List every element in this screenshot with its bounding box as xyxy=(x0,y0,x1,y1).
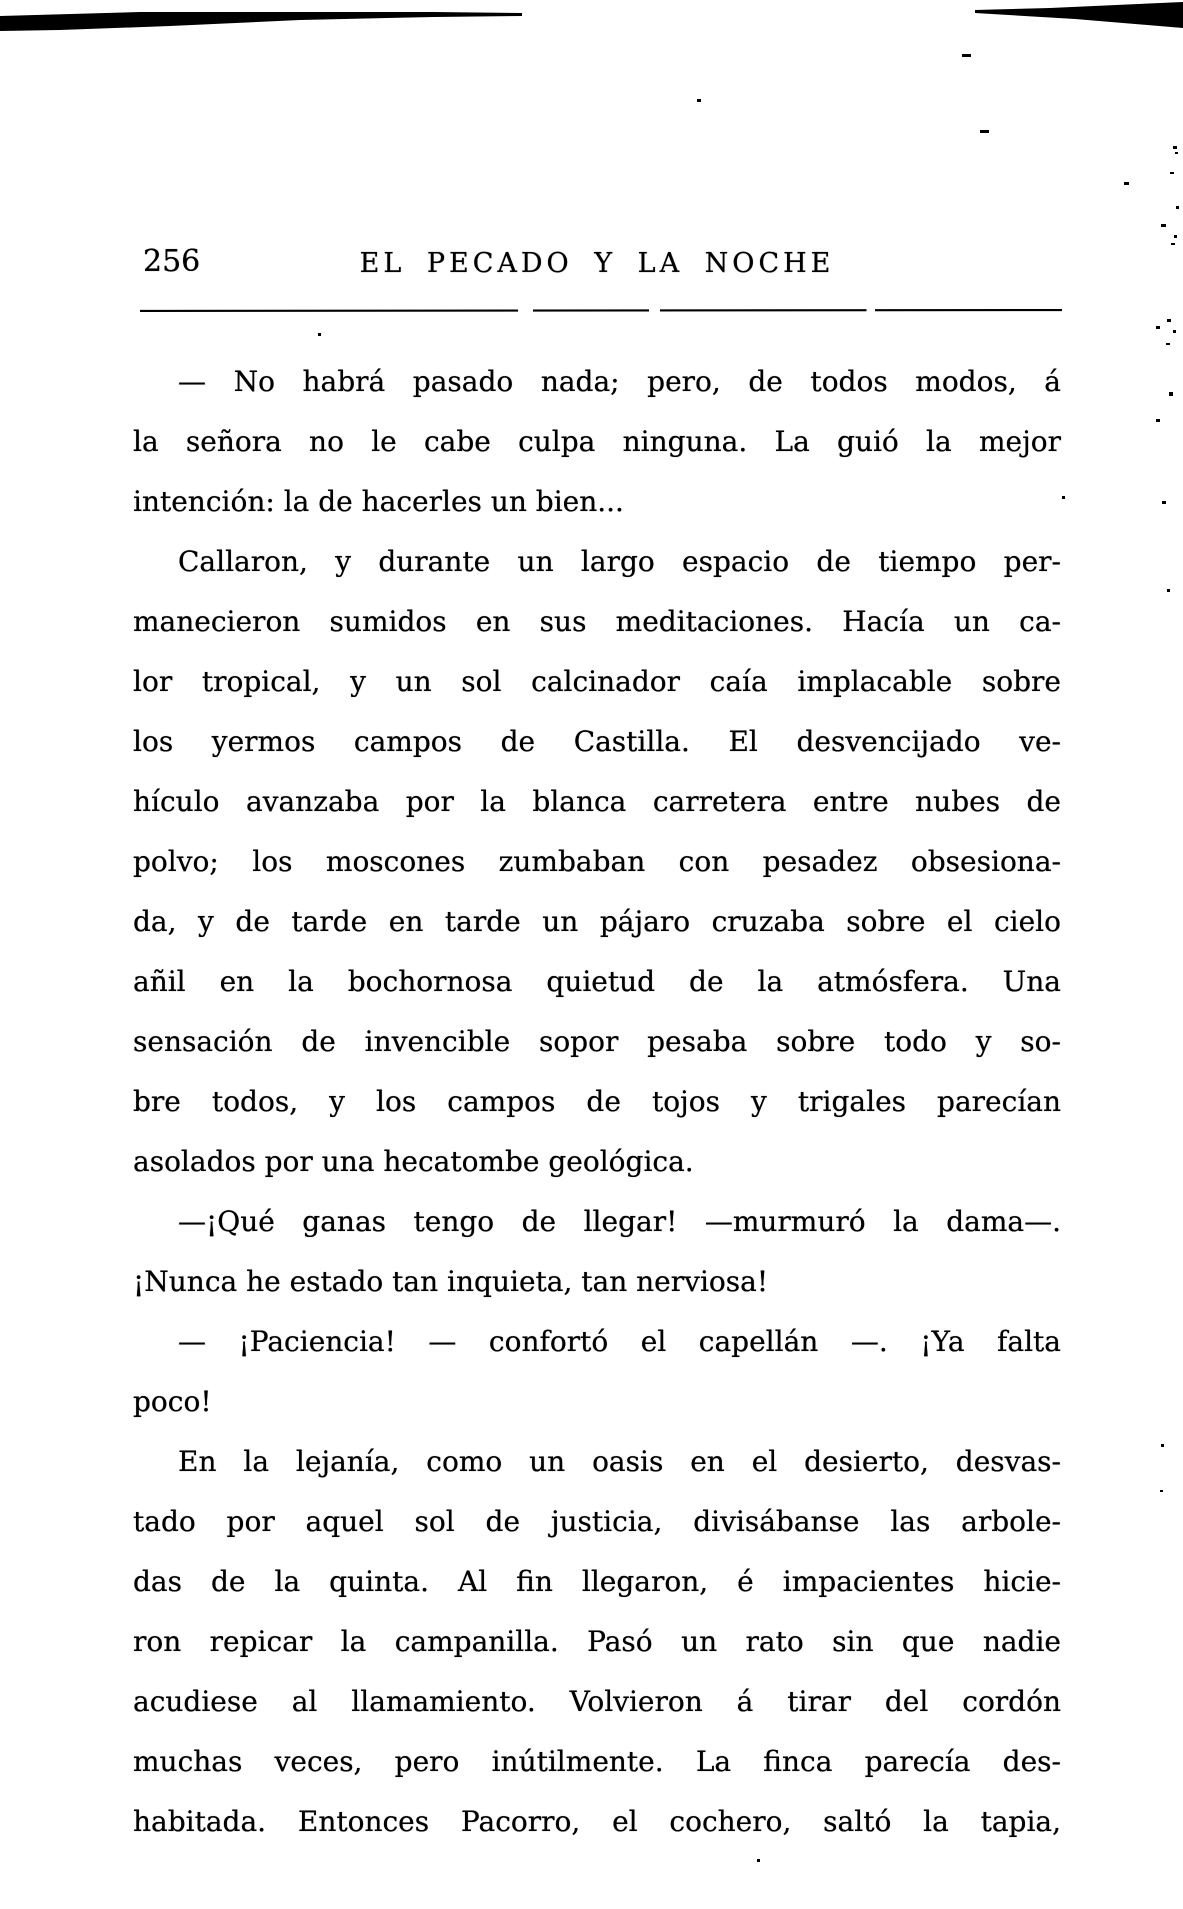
text-line: hículo avanzaba por la blanca carretera entre nubes de xyxy=(133,785,1061,818)
text-line: bre todos, y los campos de tojos y trigales parecían xyxy=(133,1085,1061,1118)
scan-smudge-top-left xyxy=(0,12,522,31)
text-line: ¡Nunca he estado tan inquieta, tan nerviosa! xyxy=(133,1265,769,1298)
text-line: asolados por una hecatombe geológica. xyxy=(133,1145,694,1178)
text-line: la señora no le cabe culpa ninguna. La guió la mejor xyxy=(133,425,1061,458)
text-line: —¡Qué ganas tengo de llegar! —murmuró la dama—. xyxy=(178,1205,1061,1238)
text-line: acudiese al llamamiento. Volvieron á tirar del cordón xyxy=(133,1685,1061,1718)
text-line: manecieron sumidos en sus meditaciones. Hacía un ca- xyxy=(133,605,1061,638)
page-number: 256 xyxy=(143,244,201,279)
text-line: habitada. Entonces Pacorro, el cochero, saltó la tapia, xyxy=(133,1805,1061,1838)
text-line: poco! xyxy=(133,1385,212,1418)
text-line: sensación de invencible sopor pesaba sobre todo y so- xyxy=(133,1025,1061,1058)
text-block xyxy=(133,352,1061,1852)
text-line: añil en la bochornosa quietud de la atmósfera. Una xyxy=(133,965,1061,998)
text-line: En la lejanía, como un oasis en el desierto, desvas- xyxy=(178,1445,1061,1478)
text-line: intención: la de hacerles un bien... xyxy=(133,485,624,518)
scan-smudge-top-right xyxy=(975,2,1183,28)
text-line: — ¡Paciencia! — confortó el capellán —. ¡Ya falta xyxy=(178,1325,1061,1358)
text-line: da, y de tarde en tarde un pájaro cruzaba sobre el cielo xyxy=(133,905,1061,938)
text-line: muchas veces, pero inútilmente. La finca parecía des- xyxy=(133,1745,1061,1778)
text-line: ron repicar la campanilla. Pasó un rato sin que nadie xyxy=(133,1625,1061,1658)
text-line: lor tropical, y un sol calcinador caía implacable sobre xyxy=(133,665,1061,698)
text-line: los yermos campos de Castilla. El desvencijado ve- xyxy=(133,725,1061,758)
header-rule xyxy=(140,309,1062,312)
running-title: EL PECADO Y LA NOCHE xyxy=(359,248,835,279)
text-line: tado por aquel sol de justicia, divisábanse las arbole- xyxy=(133,1505,1061,1538)
text-line: das de la quinta. Al fin llegaron, é impacientes hicie- xyxy=(133,1565,1061,1598)
text-line: polvo; los moscones zumbaban con pesadez obsesiona- xyxy=(133,845,1061,878)
text-line: — No habrá pasado nada; pero, de todos modos, á xyxy=(178,365,1061,398)
text-line: Callaron, y durante un largo espacio de tiempo per- xyxy=(178,545,1061,578)
